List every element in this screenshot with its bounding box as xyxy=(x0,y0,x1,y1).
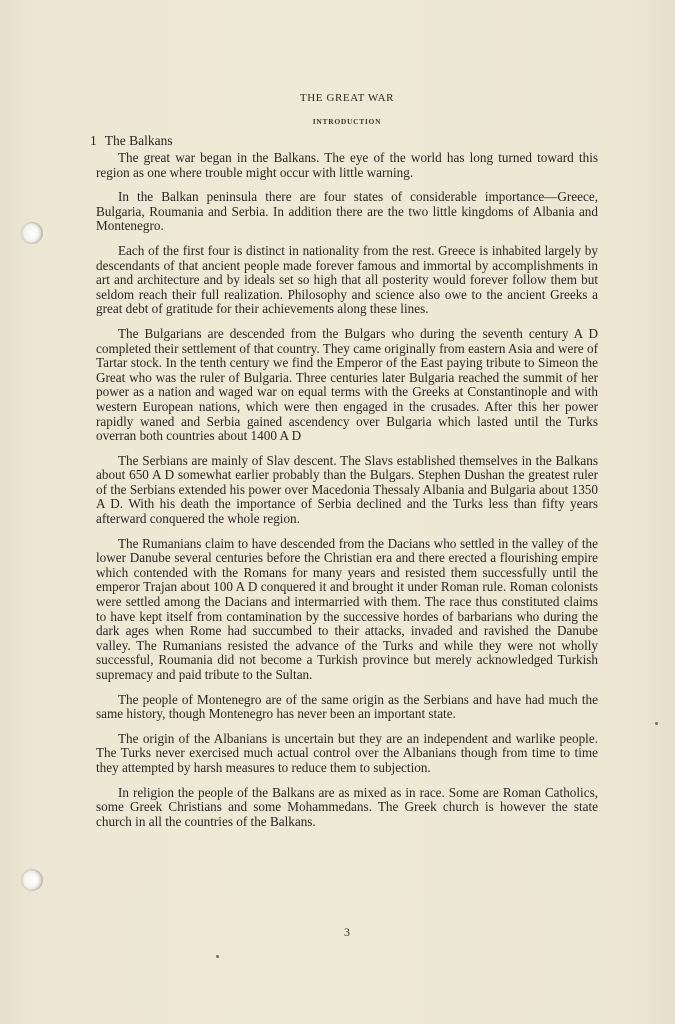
paragraph-serbians: The Serbians are mainly of Slav descent. The Slavs established themselves in the Balkans about 650 A D somewhat earlier probably than the Bulgars. Stephen Dushan the greatest ruler of the Serbians extended his power over Macedonia Thessaly Albania and Bulgaria about 1350 A D. With his death the importance of Serbia declined and the Turks less than fifty years afterward conquered the whole region. xyxy=(96,452,598,527)
paragraph-states: In the Balkan peninsula there are four states of considerable importance—Greece, Bulgaria, Roumania and Serbia. In addition there are the two little kingdoms of Albania and Montenegro. xyxy=(96,189,598,234)
punch-hole-bottom xyxy=(21,869,43,891)
paragraph-religion: In religion the people of the Balkans are as mixed as in race. Some are Roman Catholics, some Greek Christians and some Mohammedans. The Greek church is however the state church in all the countries of the Balkans. xyxy=(96,784,598,829)
paragraph-intro: The great war began in the Balkans. The eye of the world has long turned toward this region as one where trouble might occur with little warning. xyxy=(96,150,598,180)
section-title: The Balkans xyxy=(104,133,173,148)
section-label: INTRODUCTION xyxy=(312,117,382,126)
punch-hole-top xyxy=(21,222,43,244)
paragraph-montenegro: The people of Montenegro are of the same origin as the Serbians and have had much the same history, though Montenegro has never been an important state. xyxy=(96,691,598,722)
page-number: 3 xyxy=(344,925,350,939)
running-title: THE GREAT WAR xyxy=(299,92,395,104)
paragraph-albanians: The origin of the Albanians is uncertain but they are an independent and warlike people. The Turks never exercised much actual control over the Albanians though from time to time they attempted by harsh measures to reduce them to subjection. xyxy=(96,730,598,775)
paragraph-bulgarians: The Bulgarians are descended from the Bulgars who during the seventh century A D completed their settlement of that country. They came originally from eastern Asia and were of Tartar stock. In the tenth century we find the Emperor of the East paying tribute to Simeon the Great who was the ruler of Bulgaria. Three centuries later Bulgaria reached the summit of her power as a nation and waged war on equal terms with the Greeks at Constantinople and with western European nations, which were then engaged in the crusades. After this her power rapidly waned and Serbia gained ascendency over Bulgaria which lasted until the Turks overran both countries about 1400 A D xyxy=(96,325,598,444)
paragraph-rumanians: The Rumanians claim to have descended from the Dacians who settled in the valley of the lower Danube several centuries before the Christian era and there erected a flourishing empire which contended with the Romans for many years and resisted them successfully until the emperor Trajan about 100 A D conquered it and brought it under Roman rule. Roman colonists were settled among the Dacians and intermarried with them. The race thus constituted claims to have kept itself from contamination by the successive hordes of barbarians who during the dark ages when Rome had succumbed to their attacks, invaded and ravished the Danube valley. The Rumanians resisted the advance of the Turks and while they were not wholly successful, Roumania did not become a Turkish province but merely acknowledged Turkish supremacy and paid tribute to the Sultan. xyxy=(96,535,598,682)
body-text xyxy=(96,151,598,839)
paper-speck xyxy=(216,955,219,958)
paper-speck xyxy=(655,722,658,725)
section-heading xyxy=(90,133,173,149)
paragraph-greece: Each of the first four is distinct in nationality from the rest. Greece is inhabited largely by descendants of that ancient people made forever famous and immortal by accomplishments in art and architecture and by ideals set so high that all posterity would forever follow them but seldom reach their full realization. Philosophy and science also owe to the ancient Greeks a great debt of gratitude for their achievements along these lines. xyxy=(96,242,598,317)
section-number: 1 xyxy=(90,133,97,148)
